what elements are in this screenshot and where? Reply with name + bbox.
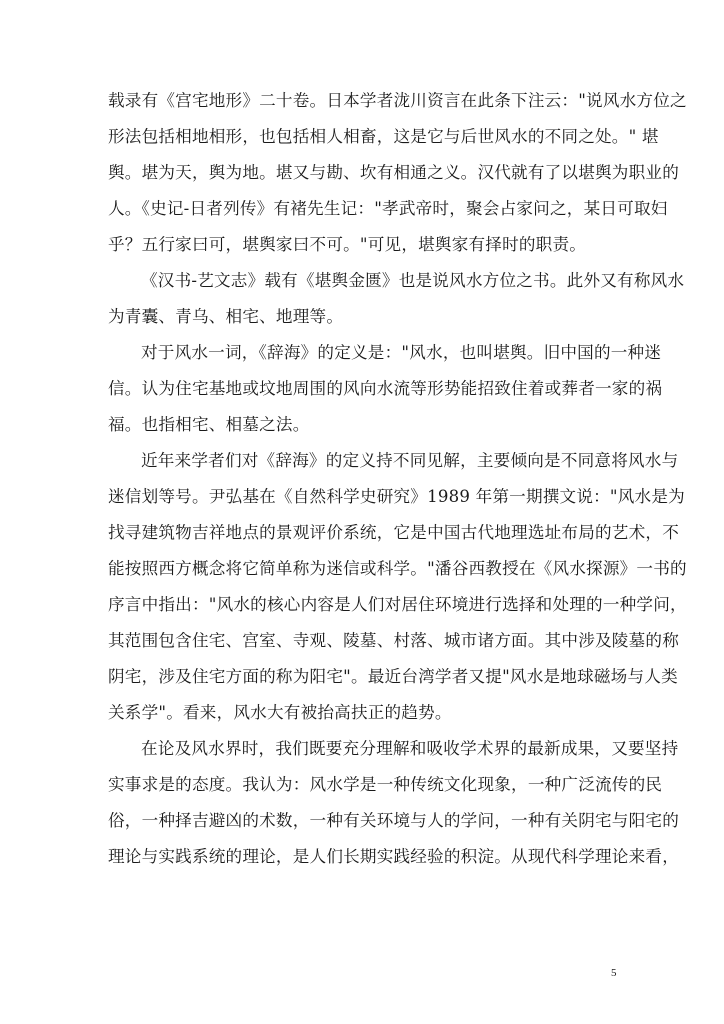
text-line-2: 形法包括相地相形，也包括相人相畜，这是它与后世风水的不同之处。" 堪 xyxy=(108,127,659,146)
text-line-16: 其范围包含住宅、宫室、寺观、陵墓、村落、城市诸方面。其中涉及陵墓的称 xyxy=(108,631,679,650)
text-line-3: 舆。堪为天，舆为地。堪又与勘、坎有相通之义。汉代就有了以堪舆为职业的 xyxy=(108,163,679,182)
text-line-7: 为青囊、青乌、相宅、地理等。 xyxy=(108,307,344,326)
text-line-18: 关系学"。看来，风水大有被抬高扶正的趋势。 xyxy=(108,703,452,722)
text-line-11: 近年来学者们对《辞海》的定义持不同见解，主要倾向是不同意将风水与 xyxy=(141,451,679,470)
text-line-5: 乎？五行家曰可，堪舆家曰不可。"可见，堪舆家有择时的职责。 xyxy=(108,235,587,254)
text-line-4: 人。《史记-日者列传》有褚先生记："孝武帝时，聚会占家问之，某日可取妇 xyxy=(108,199,668,218)
text-line-9: 信。认为住宅基地或坟地周围的风向水流等形势能招致住着或葬者一家的祸 xyxy=(108,379,663,398)
text-line-14: 能按照西方概念将它简单称为迷信或科学。"潘谷西教授在《风水探源》一书的 xyxy=(108,559,687,578)
text-line-19: 在论及风水界时，我们既要充分理解和吸收学术界的最新成果，又要坚持 xyxy=(141,739,679,758)
text-line-15: 序言中指出："风水的核心内容是人们对居住环境进行选择和处理的一种学问， xyxy=(108,595,687,614)
text-line-22: 理论与实践系统的理论，是人们长期实践经验的积淀。从现代科学理论来看， xyxy=(108,847,679,866)
text-line-6: 《汉书-艺文志》载有《堪舆金匮》也是说风水方位之书。此外又有称风水 xyxy=(141,271,685,290)
text-line-17: 阴宅，涉及住宅方面的称为阳宅"。最近台湾学者又提"风水是地球磁场与人类 xyxy=(108,667,678,686)
text-line-13: 找寻建筑物吉祥地点的景观评价系统，它是中国古代地理选址布局的艺术，不 xyxy=(108,523,679,542)
text-line-8: 对于风水一词，《辞海》的定义是："风水，也叫堪舆。旧中国的一种迷 xyxy=(141,343,662,362)
text-line-1: 载录有《宫宅地形》二十卷。日本学者泷川资言在此条下注云："说风水方位之 xyxy=(108,91,687,110)
text-line-10: 福。也指相宅、相墓之法。 xyxy=(108,415,310,434)
page-number: 5 xyxy=(611,967,617,979)
text-line-12: 迷信划等号。尹弘基在《自然科学史研究》1989 年第一期撰文说："风水是为 xyxy=(108,487,685,506)
text-line-21: 俗，一种择吉避凶的术数，一种有关环境与人的学问，一种有关阴宅与阳宅的 xyxy=(108,811,679,830)
text-line-20: 实事求是的态度。我认为：风水学是一种传统文化现象，一种广泛流传的民 xyxy=(108,775,663,794)
